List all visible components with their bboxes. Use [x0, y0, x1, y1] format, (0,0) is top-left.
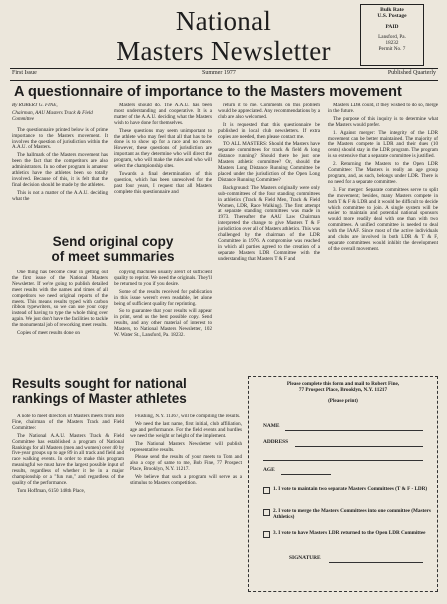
issue-number: First Issue — [12, 70, 37, 76]
article1-headline: A questionnaire of importance to the Masters movement — [14, 84, 402, 100]
paragraph: We need the last name, first initial, club affiliation, age and performance. For the field events and hurdles we need the weight or height of the implement. — [130, 420, 242, 439]
paragraph: These questions may seem unimportant to the athlete who may feel that all that has to be done is to show up for a race and no more. However, these questions of jurisdiction are important as they determine who will direct the program, who will make the rules and who will select the championship sites. — [114, 127, 212, 170]
paragraph: return it to me. Comments on this problem would be appreciated. Any recommendations by a club are also welcomed. — [218, 103, 320, 120]
form-name-label: NAME — [263, 423, 280, 429]
option-2-checkbox[interactable] — [263, 509, 270, 516]
signature-field[interactable] — [329, 562, 423, 563]
paragraph: A note to meet directors of Masters meets from Bob Fine, chairman of the Masters Track and Field Committee: — [12, 414, 124, 431]
masthead-rule-top — [10, 68, 438, 69]
article1-byline-name: By ROBERT G. FINE, — [12, 103, 58, 108]
article3-headline — [12, 376, 242, 406]
paragraph: 1. Against merger: The integrity of the LDR movement can be better maintained. The majority of the Masters compete in LDR and their dues (10 cents) should stay in the LDR program. The program is so extensive that a separate committee is justified. — [328, 129, 438, 160]
issue-date: Summer 1977 — [202, 70, 236, 76]
article3-column-2 — [130, 414, 242, 594]
paragraph: We believe that such a program will serve as a stimulus to Masters competition. — [130, 474, 242, 487]
questionnaire-form — [248, 376, 438, 592]
paragraph: 2. Returning the Masters to the Open LDR Committee: The Masters is really an age group program, and, as such, belongs under LDR. There is no need for a separate committee. — [328, 161, 438, 185]
article1-column-1 — [12, 103, 108, 231]
paragraph: One thing has become clear in getting out the first issue of the National Masters Newsletter. If we're going to publish detailed meet results with the names and times of all competitors we need original reports of the meets. This means results typed with carbon ribbon typewriters, so we can use your copy instead of having to type the whole thing over again. We just don't have the facilities to tackle the monumental job of reworking meet results. — [12, 270, 108, 329]
paragraph: The purpose of this inquiry is to determine what the Masters would prefer. — [328, 115, 438, 128]
form-header-line-1: Please complete this form and mail to Robert Fine, — [286, 381, 400, 387]
postage-us: U.S. Postage — [377, 13, 407, 20]
age-field[interactable] — [281, 474, 331, 475]
paragraph: Please send the results of your meets to Tom and also a copy of same to me, Bob Fine, 77 Prospect Place, Brooklyn, N.Y. 11217. — [130, 454, 242, 473]
paragraph: Towards a final determination of this question, which has been unresolved for the past four years, I request that all Masters complete this questionnaire and — [114, 170, 212, 195]
paragraph: Tom Hoffman, 6150 148th Place, — [17, 487, 86, 494]
article2-headline-line-2: of meet summaries — [51, 249, 175, 264]
postage-city: Lansford, Pa. — [378, 33, 406, 40]
postage-permit: Permit No. 7 — [378, 46, 406, 53]
paragraph: TO ALL MASTERS: Should the Masters have separate committees for track & field & long distance running? Should there be just one Masters athletic committee? Or, should the Masters Long Distance Running Committee be placed under the jurisdiction of the Open Long Distance Running Committee? — [218, 141, 320, 183]
paragraph: copying machines usually aren't of sufficient quality to reprint. We need the originals. They'll be returned to you if you desire. — [114, 270, 212, 287]
option-3-checkbox[interactable] — [263, 531, 270, 538]
article3-headline-line-2: rankings of Master athletes — [12, 391, 187, 406]
masthead-rule-bottom — [10, 80, 438, 81]
article1-column-3 — [218, 103, 320, 368]
paragraph: So to guarantee that your results will appear in print, send us the best possible copy. Send results, and any other material of interest to Masters, to National Masters Newsletter, 102 W. Water St., Lansford, Pa. 18232. — [114, 308, 212, 339]
postage-permit-box — [360, 4, 424, 66]
paragraph: The questionnaire printed below is of prime importance to the Masters movement. It involves the question of jurisdiction within the A.A.U. of Masters. — [12, 126, 108, 151]
paragraph: The National Masters Newsletter will publish representative results. — [130, 440, 242, 453]
paragraph: The hallmark of the Masters movement has been the fact that the competitors are also administrators. In no other program is amateur athletics have the athletes been so totally involved. Because of this, it is felt that the final decision should be made by the athletes. — [12, 152, 108, 188]
article2-column-2 — [114, 270, 212, 370]
form-print-note: (Please print) — [328, 397, 358, 404]
paragraph: Masters should do. The A.A.U. has been most understanding and cooperative. It is a matter of the A.A.U. deciding what the Masters wish to have done for themselves. — [114, 103, 212, 126]
name-field[interactable] — [285, 430, 423, 431]
option-1-checkbox[interactable] — [263, 487, 270, 494]
postage-paid: PAID — [385, 23, 399, 30]
article1-column-2 — [114, 103, 212, 231]
paragraph: 3. For merger: Separate committees serve to split the movement; besides, many Masters compete in both T & F & LDR and it would be difficult to decide which committee to join. A single system will be easier to maintain and potential national sponsors would more readily deal with one than with two committees. A unified committee is needed to deal with the IAAF. Since most of the active individuals and clubs are involved in both LDR & T & F, separate committees would inhibit the development of the overall movement. — [328, 186, 438, 252]
form-signature-label: SIGNATURE — [289, 555, 321, 561]
issue-frequency: Published Quarterly — [387, 70, 436, 76]
postage-bulk-rate: Bulk Rate — [380, 7, 404, 13]
issue-line — [12, 70, 436, 79]
masthead-line-1: National — [175, 6, 272, 36]
form-header-line-2: 77 Prospect Place, Brooklyn, N.Y. 11217 — [298, 387, 388, 394]
postage-zip: 18232 — [385, 40, 399, 47]
paragraph: Masters LDR could, if they wished to do so, merge in the future. — [328, 103, 438, 114]
article2-column-1 — [12, 270, 108, 370]
article3-column-1 — [12, 414, 124, 594]
paragraph: Copies of meet results done on — [17, 330, 80, 337]
address-field[interactable] — [295, 446, 423, 447]
paragraph: This is not a matter of the A.A.U. deciding what the — [12, 189, 108, 202]
article3-headline-line-1: Results sought for national — [12, 376, 187, 391]
masthead-line-2: Masters Newsletter — [116, 36, 331, 66]
option-1-label: 1. I vote to maintain two separate Masters Committees (T & F - LDR) — [273, 486, 428, 492]
article1-column-4 — [328, 103, 438, 368]
article2-headline — [14, 234, 212, 264]
article1-byline-title: Chairman, AAU Masters Track & Field Committee — [12, 109, 93, 122]
paragraph: It is requested that this questionnaire be published in local club newsletters. If extra copies are needed, then please contact me. — [218, 121, 320, 140]
form-address-label: ADDRESS — [263, 439, 289, 445]
option-3-label: 3. I vote to have Masters LDR returned to the Open LDR Committee — [273, 530, 426, 536]
article2-headline-line-1: Send original copy — [52, 234, 174, 249]
paragraph: The National A.A.U. Masters Track & Field Committee has established a program of National Rankings for all Masters (men and women) over 40 by five-year groups up to age 89 in all track and field and race walking events. In order to make this program meaningful we must have the largest possible input of results, regardless of whether it be in a major championship or a "fun run," and regardless of the quality of the performance. — [12, 432, 124, 486]
paragraph: Some of the results received for publication in this issue weren't even readable, let alone being of sufficient quality for reprinting. — [114, 288, 212, 307]
paragraph: Background: The Masters originally were only sub-committees of the four standing committees in athletics (Track & Field Men, Track & Field Women, LDR, Race Walking). The first attempt at separate standing committees was made in 1973. Thereafter the AAU Law Chairman interpreted the change to give Masters T & F jurisdiction over all of Masters athletics. This was challenged by the chairman of the LDR Committee in 1976. A compromise was reached in which all parties agreed to the creation of a separate Masters LDR Committee with the understanding that Masters T & F and — [218, 184, 320, 262]
option-2-label: 2. I vote to merge the Masters Committees into one committee (Masters Athletics) — [273, 508, 431, 521]
paragraph: Flushing, N.Y. 11367, will be compiling the results. — [135, 414, 241, 419]
form-age-label: AGE — [263, 467, 275, 473]
address-field-line-2[interactable] — [263, 460, 423, 461]
